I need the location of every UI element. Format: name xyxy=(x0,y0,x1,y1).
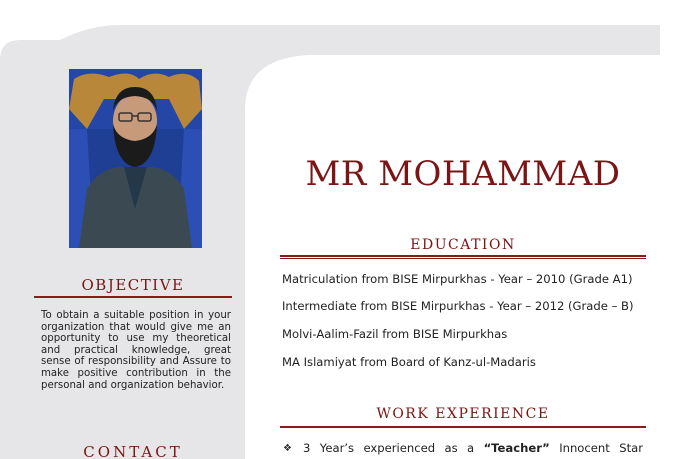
objective-line: personal and organization behavior. xyxy=(41,379,225,391)
education-item: MA Islamiyat from Board of Kanz-ul-Madaris xyxy=(282,355,536,369)
education-rule-bottom xyxy=(280,258,646,259)
education-item: Molvi-Aalim-Fazil from BISE Mirpurkhas xyxy=(282,327,508,341)
contact-title: CONTACT xyxy=(83,443,183,459)
work-item-suffix: Innocent Star xyxy=(549,441,643,455)
objective-line: To obtain a suitable position in your xyxy=(41,310,231,321)
objective-line: sense of responsibility and Assure to xyxy=(41,356,231,368)
work-item-role: “Teacher” xyxy=(483,441,550,455)
education-item: Matriculation from BISE Mirpurkhas - Year – 2010 (Grade A1) xyxy=(282,272,633,286)
objective-line: make positive contribution in the xyxy=(41,367,231,379)
portrait-photo-icon xyxy=(69,69,202,248)
education-item: Intermediate from BISE Mirpurkhas - Year – 2012 (Grade – B) xyxy=(282,299,634,313)
objective-rule xyxy=(34,296,232,298)
education-title: EDUCATION xyxy=(410,237,516,253)
objective-line: opportunity to use my theoretical xyxy=(41,333,231,345)
work-item xyxy=(303,441,643,455)
objective-title: OBJECTIVE xyxy=(81,276,185,294)
diamond-bullet-icon: ❖ xyxy=(283,443,292,454)
objective-text xyxy=(41,310,231,391)
education-rule-top xyxy=(280,255,646,257)
objective-line: and practical knowledge, great xyxy=(41,344,231,356)
work-title: WORK EXPERIENCE xyxy=(376,406,550,422)
candidate-name: MR MOHAMMAD xyxy=(305,154,621,194)
work-rule xyxy=(280,426,646,428)
objective-line: organization that would give me an xyxy=(41,321,231,333)
profile-photo xyxy=(69,69,202,248)
work-item-prefix: 3 Year’s experienced as a xyxy=(303,441,484,455)
